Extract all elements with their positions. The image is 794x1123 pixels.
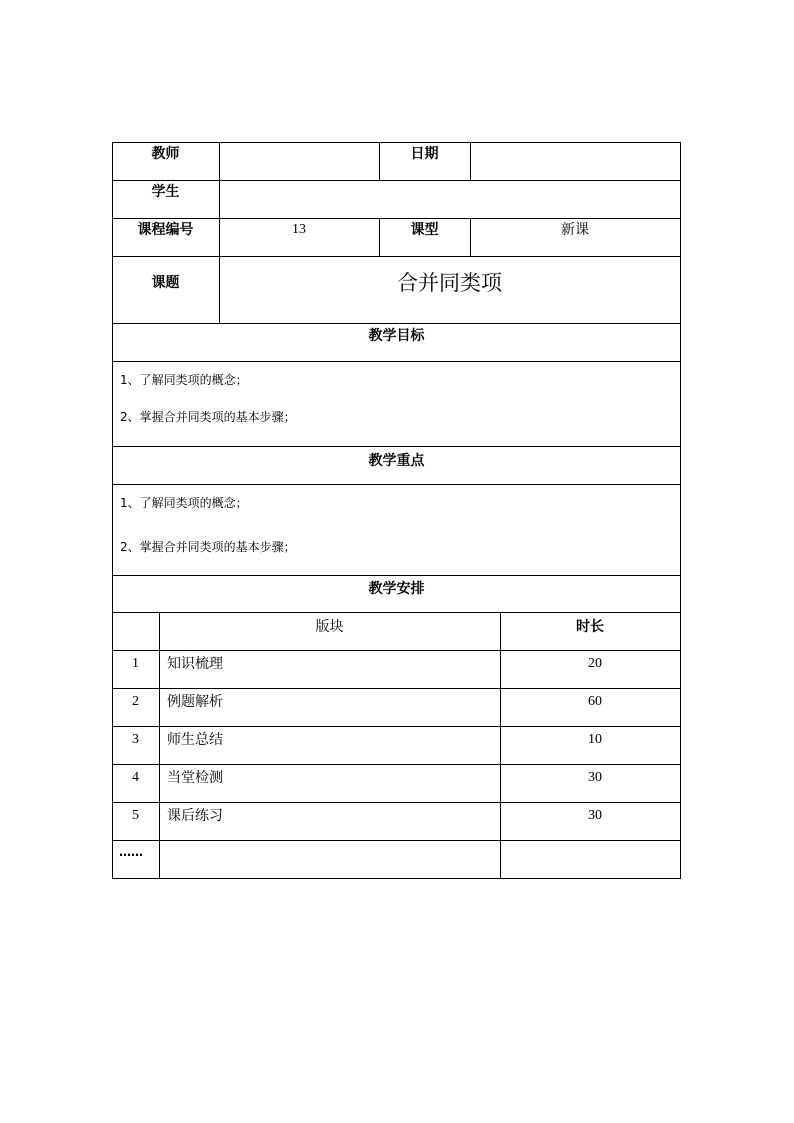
row-border: [112, 361, 681, 362]
row-border: [112, 764, 681, 765]
row-border: [112, 484, 681, 485]
row-border: [112, 446, 681, 447]
row-module: 例题解析: [167, 694, 223, 710]
topic-label: 课题: [151, 275, 180, 291]
key-point-item: 1、了解同类项的概念；: [120, 496, 248, 510]
row-module: 当堂检测: [167, 770, 223, 786]
column-header-duration: 时长: [576, 619, 604, 635]
schedule-title: 教学安排: [368, 581, 425, 597]
row-border: [112, 878, 681, 879]
row-duration: 30: [588, 770, 602, 785]
objective-item: 2、掌握合并同类项的基本步骤；: [120, 410, 296, 424]
row-border: [112, 218, 681, 219]
col-border: [159, 612, 160, 878]
objectives-title: 教学目标: [368, 328, 425, 344]
row-index: 1: [132, 656, 139, 671]
row-module: 师生总结: [167, 732, 223, 748]
row-border: [112, 256, 681, 257]
student-label: 学生: [151, 184, 180, 200]
row-index: ……: [119, 845, 143, 859]
topic-value: 合并同类项: [397, 271, 502, 295]
row-border: [112, 650, 681, 651]
course-type-label: 课型: [410, 222, 439, 238]
column-header-module: 版块: [315, 619, 344, 635]
key-point-item: 2、掌握合并同类项的基本步骤；: [120, 540, 296, 554]
key-points-title: 教学重点: [368, 453, 425, 469]
row-border: [112, 726, 681, 727]
row-duration: 20: [588, 656, 602, 671]
row-module: 课后练习: [167, 808, 223, 824]
row-duration: 10: [588, 732, 602, 747]
row-index: 3: [132, 732, 139, 747]
teacher-label: 教师: [151, 146, 180, 162]
row-border: [112, 840, 681, 841]
row-border: [112, 142, 681, 143]
date-label: 日期: [410, 146, 439, 162]
row-border: [112, 323, 681, 324]
row-border: [112, 612, 681, 613]
row-index: 5: [132, 808, 139, 823]
course-no-label: 课程编号: [137, 222, 194, 238]
course-type-value: 新课: [561, 222, 589, 238]
table-left-border: [112, 142, 113, 879]
col-border: [470, 142, 471, 180]
objective-item: 1、了解同类项的概念；: [120, 373, 248, 387]
row-border: [112, 575, 681, 576]
table-right-border: [680, 142, 681, 879]
row-module: 知识梳理: [167, 656, 223, 672]
row-index: 4: [132, 770, 139, 785]
col-border: [500, 612, 501, 878]
row-index: 2: [132, 694, 139, 709]
row-duration: 60: [588, 694, 602, 709]
row-border: [112, 180, 681, 181]
course-no-value: 13: [292, 222, 306, 237]
row-duration: 30: [588, 808, 602, 823]
row-border: [112, 802, 681, 803]
row-border: [112, 688, 681, 689]
